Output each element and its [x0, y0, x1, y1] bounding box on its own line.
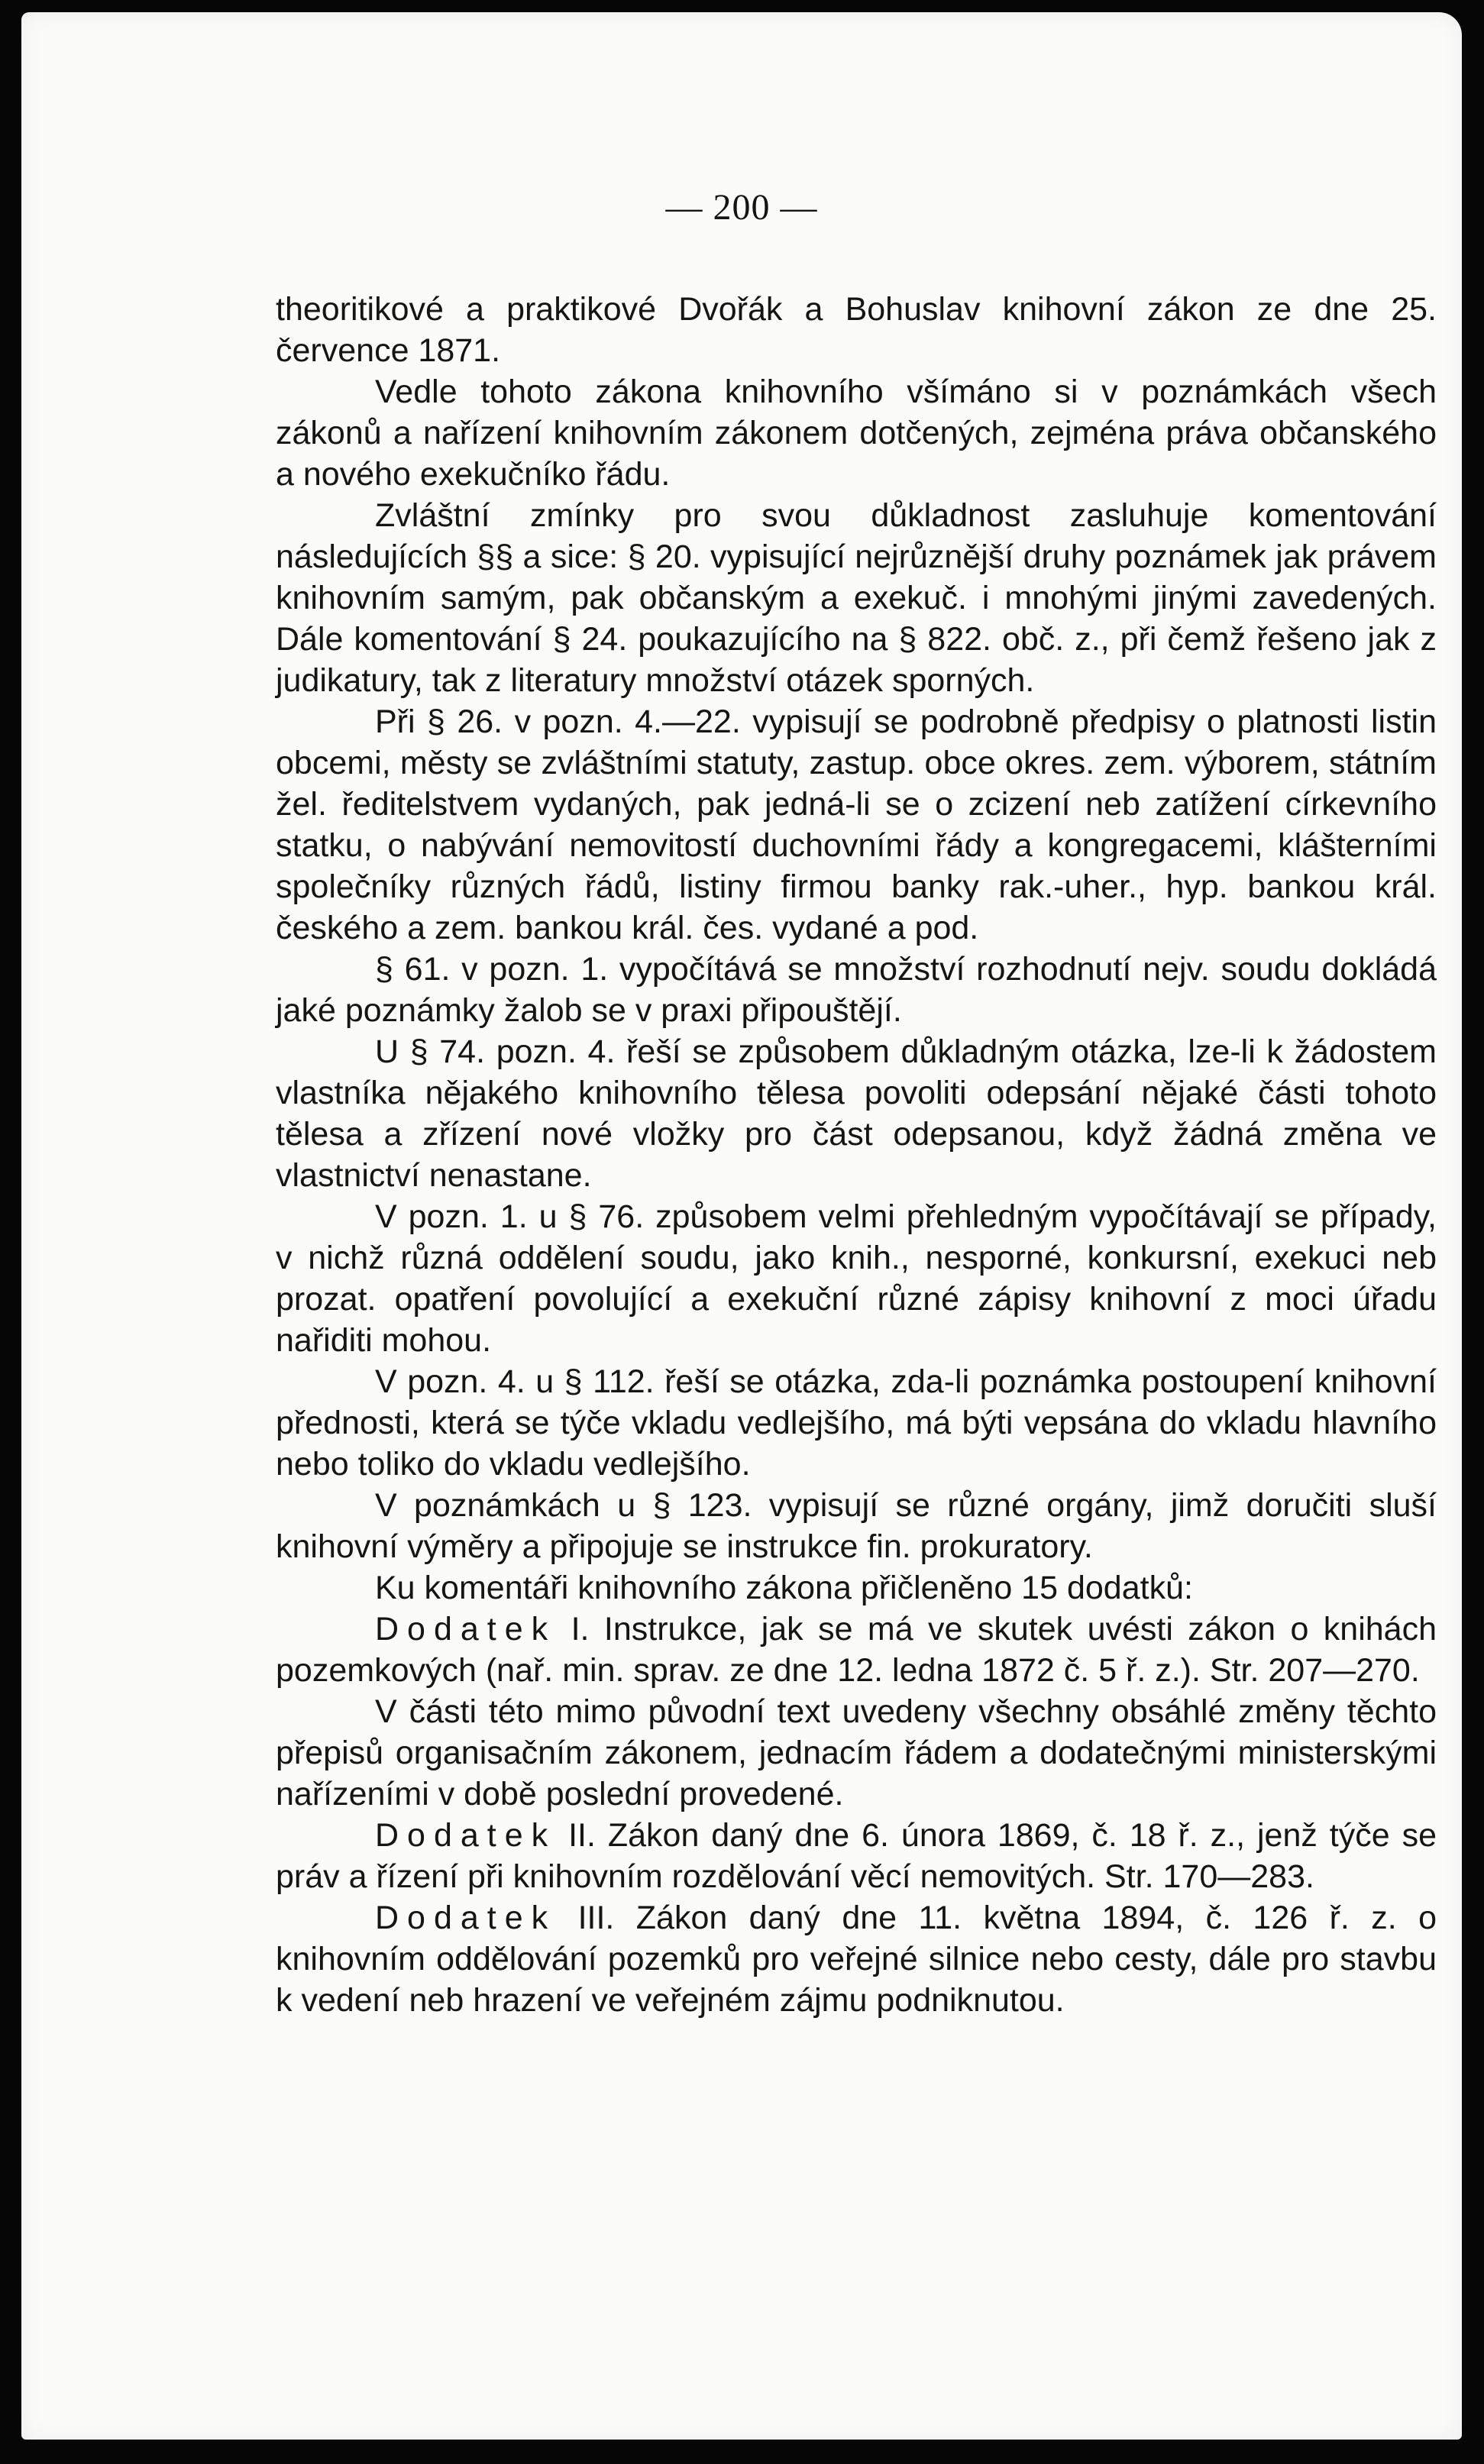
paragraph: [276, 1361, 1437, 1485]
appendix-paragraph: [276, 1897, 1437, 2021]
page-number: — 200 —: [665, 187, 818, 228]
paragraph-text: V pozn. 1. u § 76. způsobem velmi přehledným vypočítávají se případy, v nichž různá oddělení soudu, jako knih., nesporné, konkursní, exekuci neb prozat. opatření povolující a exekuční různé zápisy knihovní z moci úřadu nařiditi mohou.: [276, 1198, 1437, 1359]
paragraph: [276, 495, 1437, 701]
paragraph: [276, 1485, 1437, 1567]
paragraph: [276, 1691, 1437, 1815]
paragraph-text: Ku komentáři knihovního zákona přičleněno 15 dodatků:: [375, 1570, 1193, 1606]
paragraph-text: III. Zákon daný dne 11. května 1894, č. 126 ř. z. o knihovním oddělování pozemků pro veřejné silnice nebo cesty, dále pro stavbu k vedení neb hrazení ve veřejném zájmu podniknutou.: [276, 1900, 1437, 2019]
document-page: [21, 12, 1462, 2440]
paragraph: [276, 949, 1437, 1031]
paragraph-text: V poznámkách u § 123. vypisují se různé orgány, jimž doručiti sluší knihovní výměry a připojuje se instrukce fin. prokuratory.: [276, 1487, 1437, 1565]
paragraph: [276, 371, 1437, 495]
appendix-paragraph: [276, 1815, 1437, 1897]
paragraph-text: Při § 26. v pozn. 4.—22. vypisují se podrobně předpisy o platnosti listin obcemi, městy se zvláštními statuty, zastup. obce okres. zem. výborem, státním žel. ředitelstvem vydaných, pak jedná-li se o zcizení neb zatížení církevního statku, o nabývání nemovitostí duchovními řády a kongregacemi, klášterními společníky různých řádů, listiny firmou banky rak.-uher., hyp. bankou král. českého a zem. bankou král. čes. vydané a pod.: [276, 703, 1437, 946]
paragraph-text: theoritikové a praktikové Dvořák a Bohuslav knihovní zákon ze dne 25. července 1871.: [276, 291, 1437, 369]
paragraph: [276, 701, 1437, 949]
appendix-label: Dodatek: [375, 1900, 557, 1936]
appendix-label: Dodatek: [375, 1611, 557, 1648]
appendix-label: Dodatek: [375, 1817, 557, 1854]
appendix-paragraph: [276, 1609, 1437, 1691]
paragraph-text: V části této mimo původní text uvedeny všechny obsáhlé změny těchto přepisů organisačním zákonem, jednacím řádem a dodatečnými ministerskými nařízeními v době poslední provedené.: [276, 1693, 1437, 1812]
paragraph-text: § 61. v pozn. 1. vypočítává se množství rozhodnutí nejv. soudu dokládá jaké poznámky žalob se v praxi připouštějí.: [276, 951, 1437, 1029]
paragraph-text: I. Instrukce, jak se má ve skutek uvésti zákon o knihách pozemkových (nař. min. sprav. ze dne 12. ledna 1872 č. 5 ř. z.). Str. 207—270.: [276, 1611, 1437, 1689]
body-text: [276, 289, 1437, 2021]
paragraph: [276, 1031, 1437, 1196]
paragraph-text: Zvláštní zmínky pro svou důkladnost zasluhuje komentování následujících §§ a sice: § 20. vypisující nejrůznější druhy poznámek jak právem knihovním samým, pak občanským a exekuč. i mnohými jinými zavedených. Dále komentování § 24. poukazujícího na § 822. obč. z., při čemž řešeno jak z judikatury, tak z literatury množství otázek sporných.: [276, 497, 1437, 699]
paragraph-text: II. Zákon daný dne 6. února 1869, č. 18 ř. z., jenž týče se práv a řízení při knihovním rozdělování věcí nemovitých. Str. 170—283.: [276, 1817, 1437, 1895]
paragraph-text: Vedle tohoto zákona knihovního všímáno si v poznámkách všech zákonů a nařízení knihovním zákonem dotčených, zejména práva občanského a nového exekučníko řádu.: [276, 373, 1437, 493]
paragraph: [276, 1567, 1437, 1609]
paragraph: [276, 289, 1437, 371]
paragraph: [276, 1196, 1437, 1361]
paragraph-text: U § 74. pozn. 4. řeší se způsobem důkladným otázka, lze-li k žádostem vlastníka nějakého knihovního tělesa povoliti odepsání nějaké části tohoto tělesa a zřízení nové vložky pro část odepsanou, když žádná změna ve vlastnictví nenastane.: [276, 1033, 1437, 1194]
paragraph-text: V pozn. 4. u § 112. řeší se otázka, zda-li poznámka postoupení knihovní přednosti, která se týče vkladu vedlejšího, má býti vepsána do vkladu hlavního nebo toliko do vkladu vedlejšího.: [276, 1363, 1437, 1483]
